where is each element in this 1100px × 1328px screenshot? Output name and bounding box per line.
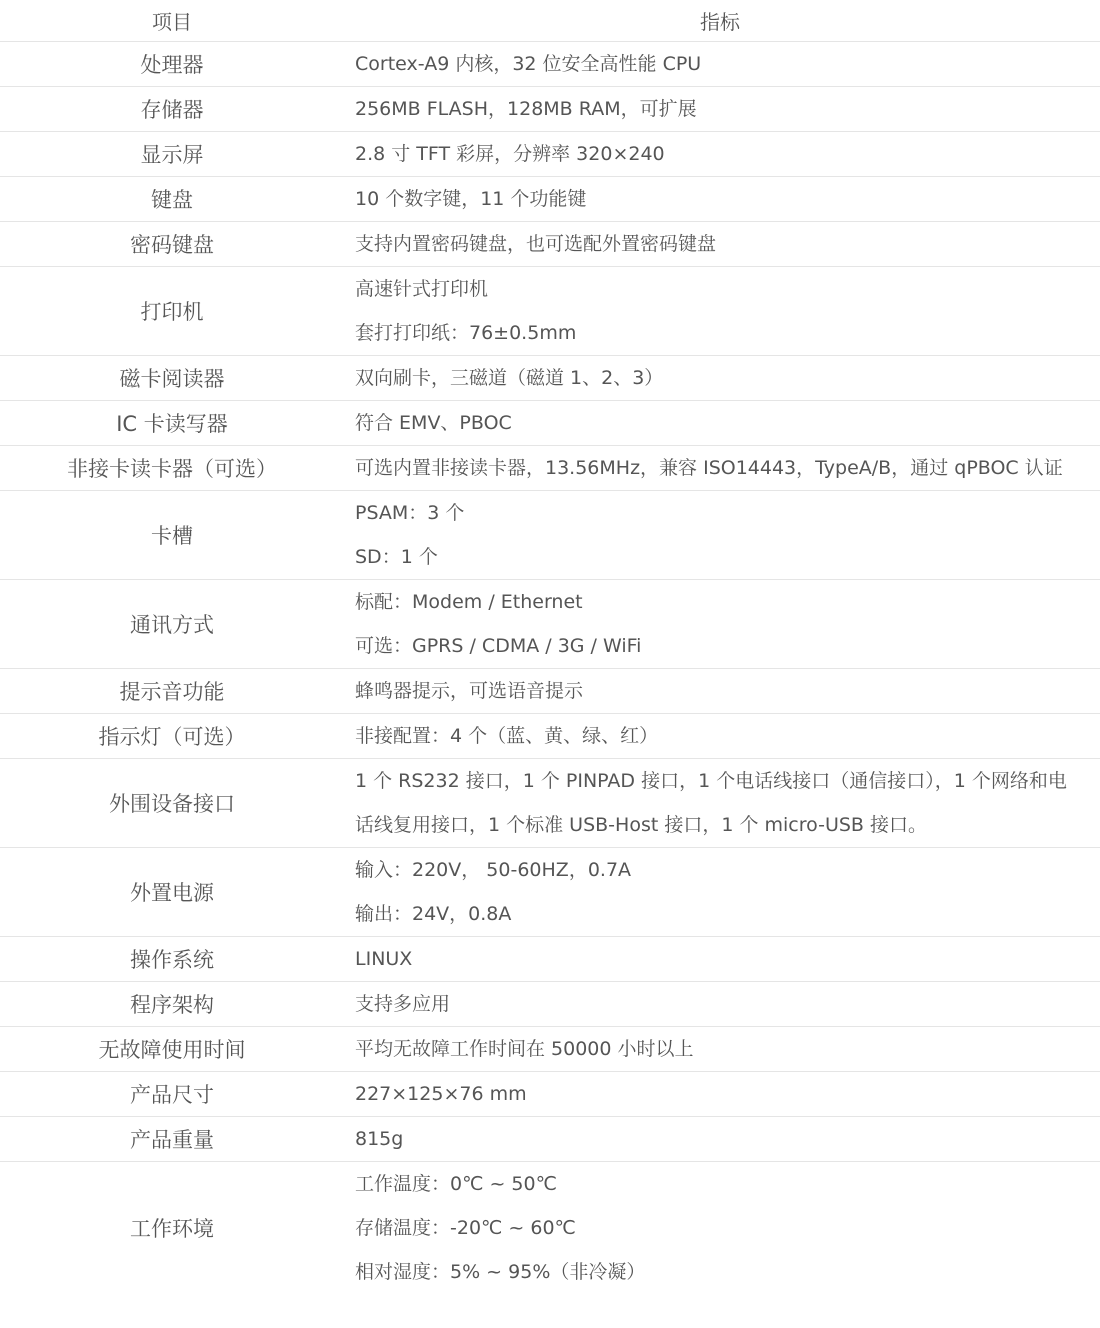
table-row [0,446,1100,491]
spec-value [344,714,1100,759]
spec-label: 密码键盘 [0,222,344,267]
table-row [0,1027,1100,1072]
spec-value [344,87,1100,132]
table-body [0,42,1100,1295]
table-header-row [0,0,1100,42]
spec-label: 工作环境 [130,1217,214,1241]
table-row [0,267,1100,356]
spec-label: 非接卡读卡器（可选） [0,446,344,491]
table-row [0,1072,1100,1117]
table-row [0,356,1100,401]
spec-label: 磁卡阅读器 [0,356,344,401]
spec-value-line: 标配：Modem / Ethernet [355,591,583,613]
spec-label: 存储器 [0,87,344,132]
spec-value-line: 双向刷卡，三磁道（磁道 1、2、3） [355,367,664,389]
spec-value-line: 815g [355,1128,404,1150]
spec-value [344,1072,1100,1117]
spec-value-line: 话线复用接口，1 个标准 USB-Host 接口，1 个 micro-USB 接口。 [355,814,927,836]
spec-label: 显示屏 [0,132,344,177]
spec-value-line: 可选内置非接读卡器，13.56MHz，兼容 ISO14443，TypeA/B，通过 qPBOC 认证 [355,457,1063,479]
spec-value [344,132,1100,177]
table-row [0,491,1100,580]
spec-value [344,759,1100,848]
spec-label: 程序架构 [0,982,344,1027]
spec-value-line: 套打打印纸：76±0.5mm [355,322,577,344]
spec-value-line: 输出：24V，0.8A [355,903,512,925]
spec-value-line: 高速针式打印机 [355,278,489,300]
table-row [0,42,1100,87]
spec-value-line: 256MB FLASH，128MB RAM，可扩展 [355,98,697,120]
spec-label: 指示灯（可选） [0,714,344,759]
spec-value [344,356,1100,401]
spec-value-line: PSAM：3 个 [355,502,465,524]
spec-value-line: 227×125×76 mm [355,1083,527,1105]
table-row [0,177,1100,222]
table-row [0,669,1100,714]
spec-value [344,1117,1100,1162]
spec-value-line: 工作温度：0℃ ~ 50℃ [355,1173,557,1195]
table-row [0,132,1100,177]
spec-label: 外置电源 [0,848,344,937]
spec-value [344,401,1100,446]
spec-value-line: 支持多应用 [355,993,451,1015]
spec-value-line: 非接配置：4 个（蓝、黄、绿、红） [355,725,659,747]
header-item: 项目 [0,0,344,42]
table-row [0,759,1100,848]
spec-value-line: 相对湿度：5% ~ 95%（非冷凝） [355,1261,646,1283]
table-row [0,87,1100,132]
spec-value-line: 1 个 RS232 接口，1 个 PINPAD 接口，1 个电话线接口（通信接口），1 个网络和电 [355,770,1067,792]
spec-label: 卡槽 [0,491,344,580]
spec-label: 提示音功能 [0,669,344,714]
spec-value [344,491,1100,580]
spec-label: 产品重量 [0,1117,344,1162]
spec-value-line: 可选：GPRS / CDMA / 3G / WiFi [355,635,642,657]
spec-value [344,937,1100,982]
spec-value-line: 存储温度：-20℃ ~ 60℃ [355,1217,576,1239]
spec-label: 产品尺寸 [0,1072,344,1117]
spec-value-line: 输入：220V， 50-60HZ，0.7A [355,859,632,881]
table-row [0,1162,1100,1295]
spec-label: 外围设备接口 [0,759,344,848]
spec-value [344,669,1100,714]
spec-value [344,982,1100,1027]
table-row [0,222,1100,267]
table-row [0,580,1100,669]
spec-value-line: LINUX [355,948,413,970]
spec-value [344,177,1100,222]
spec-label: 无故障使用时间 [0,1027,344,1072]
spec-value-line: 2.8 寸 TFT 彩屏，分辨率 320×240 [355,143,665,165]
spec-value-line: 支持内置密码键盘，也可选配外置密码键盘 [355,233,717,255]
spec-label: 操作系统 [0,937,344,982]
spec-value [344,848,1100,937]
header-spec: 指标 [344,0,1100,42]
spec-label: 通讯方式 [0,580,344,669]
spec-label: 处理器 [0,42,344,87]
spec-value-line: 蜂鸣器提示，可选语音提示 [355,680,584,702]
spec-label: IC 卡读写器 [0,401,344,446]
table-row [0,401,1100,446]
spec-value-line: 10 个数字键，11 个功能键 [355,188,587,210]
spec-value-line: 符合 EMV、PBOC [355,412,512,434]
spec-value [344,222,1100,267]
spec-value [344,446,1100,491]
table-row [0,937,1100,982]
table-row [0,848,1100,937]
spec-label: 键盘 [0,177,344,222]
spec-value [344,267,1100,356]
spec-value-line: 平均无故障工作时间在 50000 小时以上 [355,1038,694,1060]
table-row [0,1117,1100,1162]
spec-value [344,42,1100,87]
spec-value [344,1162,1100,1295]
spec-value-line: Cortex-A9 内核，32 位安全高性能 CPU [355,53,702,75]
spec-value [344,1027,1100,1072]
spec-value [344,580,1100,669]
spec-label: 打印机 [0,267,344,356]
table-row [0,714,1100,759]
table-row [0,982,1100,1027]
spec-value-line: SD：1 个 [355,546,438,568]
